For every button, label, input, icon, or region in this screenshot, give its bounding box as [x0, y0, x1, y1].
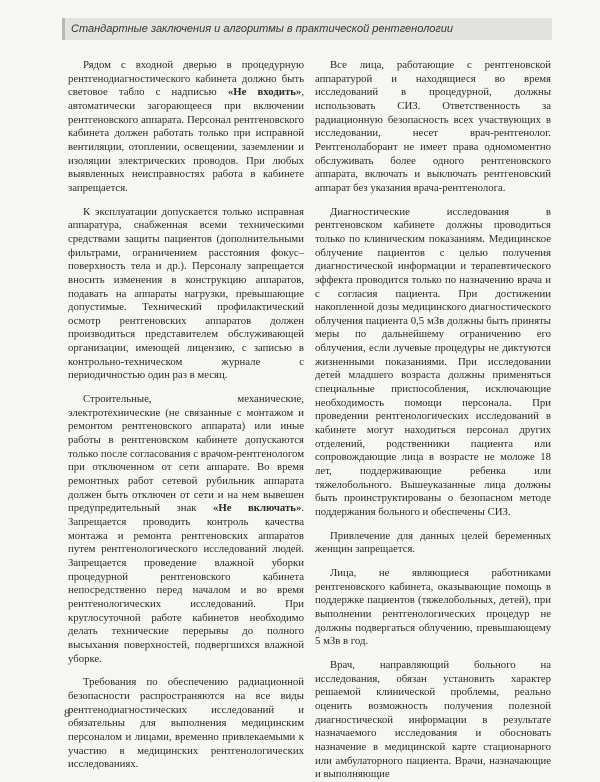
paragraph: Требования по обеспечению радиационной безопасности распространяются на все виды рентгенодиагностических исследований и обязательны для выполнения медицинским персоналом и лицами, временно привлекаемыми к участию в медицинских рентгенологических исследованиях. [68, 676, 304, 771]
running-header-title: Стандартные заключения и алгоритмы в практической рентгенологии [71, 23, 454, 35]
warning-sign-text: «Не включать» [213, 502, 302, 515]
paragraph: Привлечение для данных целей беременных женщин запрещается. [315, 529, 551, 556]
paragraph: Врач, направляющий больного на исследования, обязан установить характер решаемой клинической проблемы, реально оценить возможность получения полезной диагностической информации в результате назначаемого исследования и обосновать назначение в медицинской карте стационарного или амбулаторного пациента. Врачи, назначающие и выполняющие [315, 658, 551, 781]
paragraph: Все лица, работающие с рентгеновской аппаратурой и находящиеся во время исследований в процедурной, должны использовать СИЗ. Ответственность за радиационную безопасность всех участвующих в исследовании, несет врач-рентгенолог. Рентгенолаборант не имеет права одномоментно обслуживать более одного рентгеновского аппарата, включать и выключать рентгеновский аппарат без указания врача-рентгенолога. [315, 59, 551, 194]
warning-sign-text: «Не входить» [227, 86, 302, 99]
page-number: 8 [64, 706, 70, 720]
text-column-left [68, 59, 304, 772]
paragraph: Строительные, механические, электротехнические (не связанные с монтажом и ремонтом рентгеновского аппарата) или иные работы в рентгеновском кабинете допускаются только после согласования с врачом-рентгенологом при отключенном от сети аппарате. Во время ремонтных работ сетевой рубильник аппарата должен быть отключен от сети и на нем вывешен предупредительный знак «Не включать». Запрещается проводить контроль качества монтажа и ремонта рентгеновских аппаратов путем рентгенологического исследований людей. Запрещается проведение влажной уборки процедурной рентгеновского кабинета непосредственно перед началом и во время рентгенологических исследований. При круглосуточной работе кабинетов необходимо делать технические перерывы до полного высыхания поверхностей, подвергшихся влажной уборке. [68, 393, 305, 665]
text-column-right [315, 59, 551, 782]
paragraph: К эксплуатации допускается только исправная аппаратура, снабженная всеми техническими средствами защиты пациентов (дополнительными фильтрами, ограничением расстояния фокус–поверхность тела и др.). Персоналу запрещается вносить изменения в конструкцию аппаратов, подавать на аппараты нагрузки, превышающие допустимые. Технический профилактический осмотр рентгеновских аппаратов должен производиться представителем обслуживающей организации, имеющей лицензию, с записью в контрольно-техническом журнале с периодичностью один раз в месяц. [68, 205, 304, 382]
running-header [62, 18, 552, 40]
paragraph: Рядом с входной дверью в процедурную рентгенодиагностического кабинета должно быть световое табло с надписью «Не входить», автоматически загорающееся при включении рентгеновского аппарата. Персонал рентгеновского кабинета должен работать только при исправной вентиляции, отоплении, освещении, заземлении и изоляции электрических проводов. При любых выявленных неисправностях работа в кабинете запрещается. [68, 59, 304, 194]
paragraph: Диагностические исследования в рентгеновском кабинете должны проводиться только по клиническим показаниям. Медицинское облучение пациентов с целью получения диагностической информации и терапевтического эффекта проводится только по назначению врача и с согласия пациента. При достижении накопленной дозы медицинского диагностического облучения пациента 0,5 мЗв должны быть приняты меры по дальнейшему ограничению его облучения, если лучевые процедуры не диктуются жизненными показаниями. При исследовании детей младшего возраста должны применяться специальные приспособления, исключающие необходимость помощи персонала. При проведении рентгенологических исследований в кабинете могут находиться персонал других отделений, родственники пациента или сопровождающие лица в возрасте не моложе 18 лет, поддерживающие ребенка или тяжелобольного. Вышеуказанные лица должны быть проинструктированы о безопасном методе поддержания больного и обеспечены СИЗ. [315, 205, 551, 518]
paragraph: Лица, не являющиеся работниками рентгеновского кабинета, оказывающие помощь в поддержке пациентов (тяжелобольных, детей), при выполнении рентгенологических процедур не должны подвергаться облучению, превышающему 5 мЗв в год. [315, 566, 551, 648]
